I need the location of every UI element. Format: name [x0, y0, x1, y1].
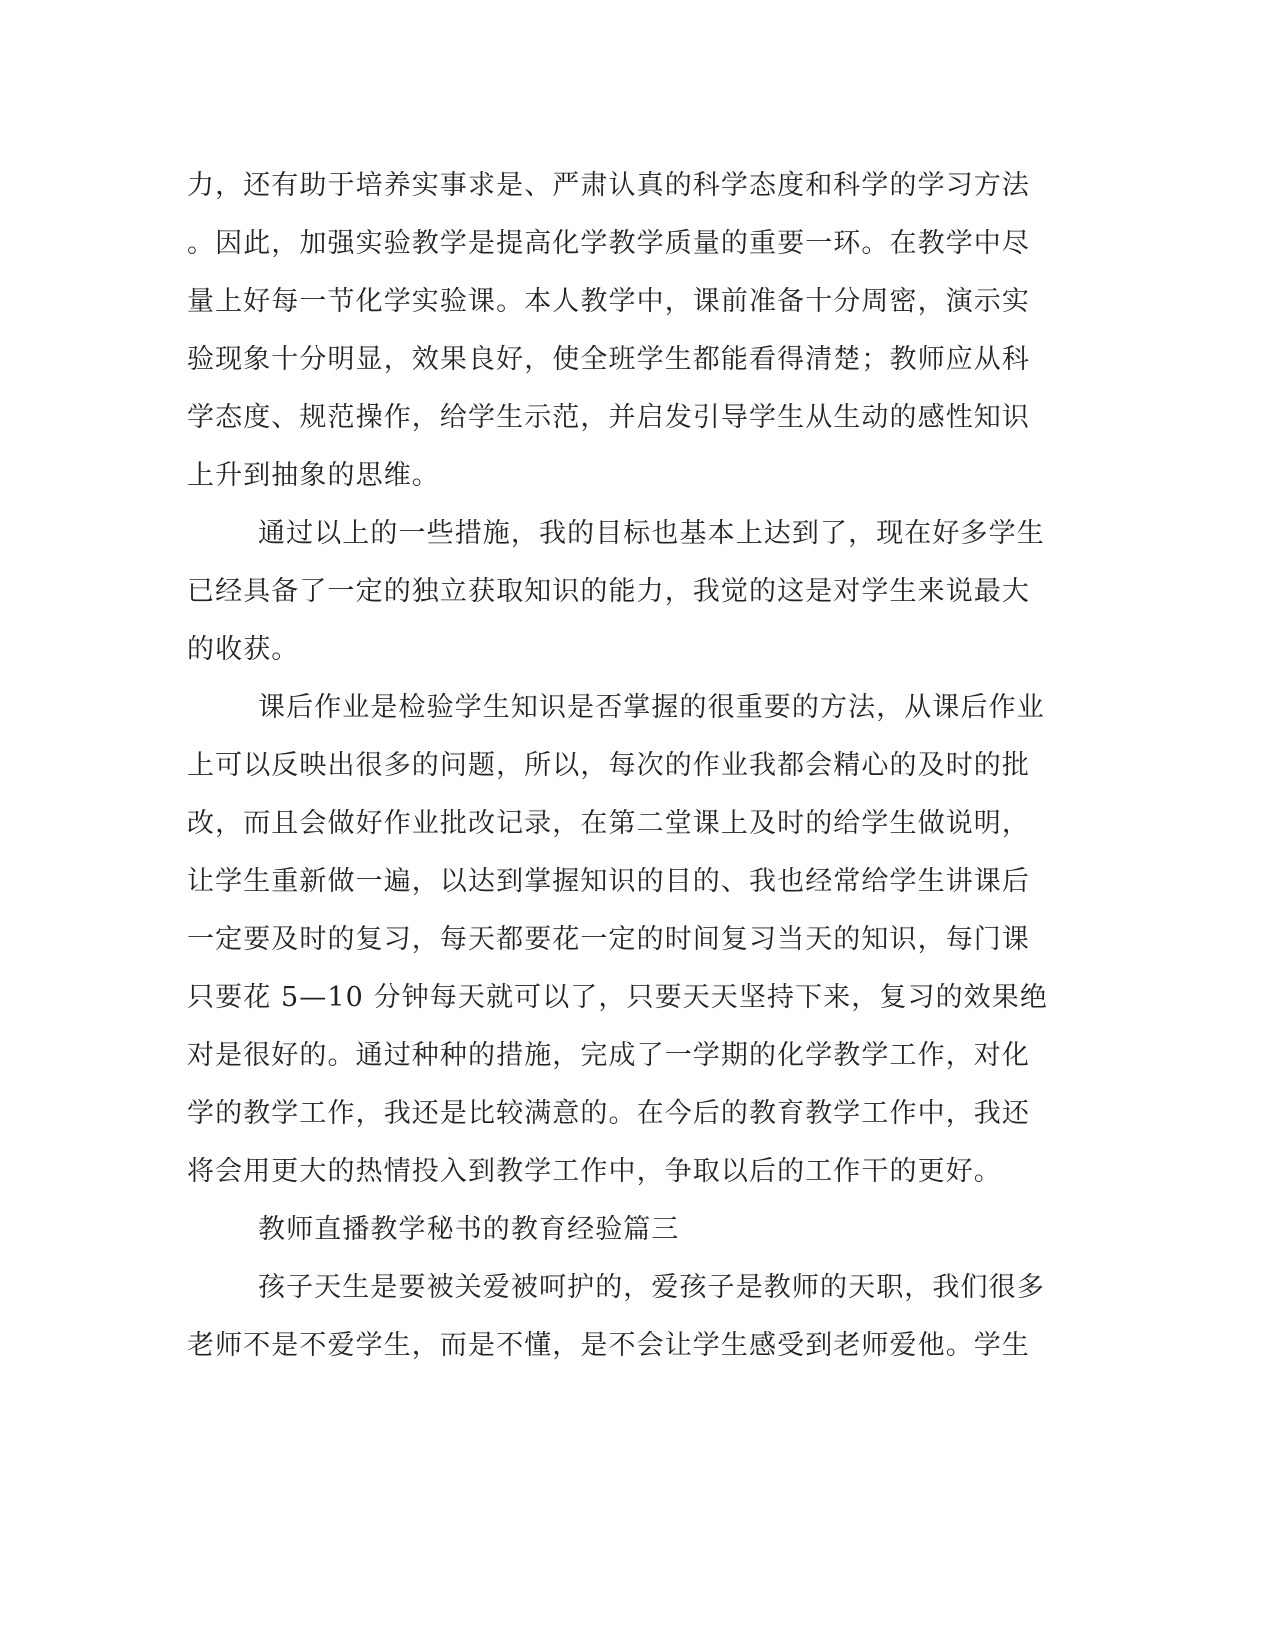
- paragraph-line: 学态度、规范操作，给学生示范，并启发引导学生从生动的感性知识: [187, 402, 1030, 433]
- paragraph-line: 。因此，加强实验教学是提高化学教学质量的重要一环。在教学中尽: [187, 228, 1030, 259]
- paragraph-line: 验现象十分明显，效果良好，使全班学生都能看得清楚；教师应从科: [187, 344, 1030, 375]
- paragraph-line: 通过以上的一些措施，我的目标也基本上达到了，现在好多学生: [258, 518, 1045, 549]
- paragraph-line: 上可以反映出很多的问题，所以，每次的作业我都会精心的及时的批: [187, 750, 1030, 781]
- paragraph-line: 改，而且会做好作业批改记录，在第二堂课上及时的给学生做说明，: [187, 808, 1030, 839]
- paragraph-line: 对是很好的。通过种种的措施，完成了一学期的化学教学工作，对化: [187, 1040, 1030, 1071]
- paragraph-line: 老师不是不爱学生，而是不懂，是不会让学生感受到老师爱他。学生: [187, 1330, 1030, 1361]
- paragraph-line: 一定要及时的复习，每天都要花一定的时间复习当天的知识，每门课: [187, 924, 1030, 955]
- paragraph-line: 的收获。: [187, 634, 300, 665]
- paragraph-line: 孩子天生是要被关爱被呵护的，爱孩子是教师的天职，我们很多: [258, 1272, 1045, 1303]
- paragraph-line: 量上好每一节化学实验课。本人教学中，课前准备十分周密，演示实: [187, 286, 1030, 317]
- paragraph-line: 已经具备了一定的独立获取知识的能力，我觉的这是对学生来说最大: [187, 576, 1030, 607]
- paragraph-line: 力，还有助于培养实事求是、严肃认真的科学态度和科学的学习方法: [187, 170, 1030, 201]
- paragraph-line: 课后作业是检验学生知识是否掌握的很重要的方法，从课后作业: [258, 692, 1045, 723]
- paragraph-line: 让学生重新做一遍，以达到掌握知识的目的、我也经常给学生讲课后: [187, 866, 1030, 897]
- section-heading: 教师直播教学秘书的教育经验篇三: [258, 1214, 680, 1245]
- paragraph-line: 将会用更大的热情投入到教学工作中，争取以后的工作干的更好。: [187, 1156, 1002, 1187]
- paragraph-line: 学的教学工作，我还是比较满意的。在今后的教育教学工作中，我还: [187, 1098, 1030, 1129]
- paragraph-line: 只要花 5—10 分钟每天就可以了，只要天天坚持下来，复习的效果绝: [187, 982, 1048, 1013]
- paragraph-line: 上升到抽象的思维。: [187, 460, 440, 491]
